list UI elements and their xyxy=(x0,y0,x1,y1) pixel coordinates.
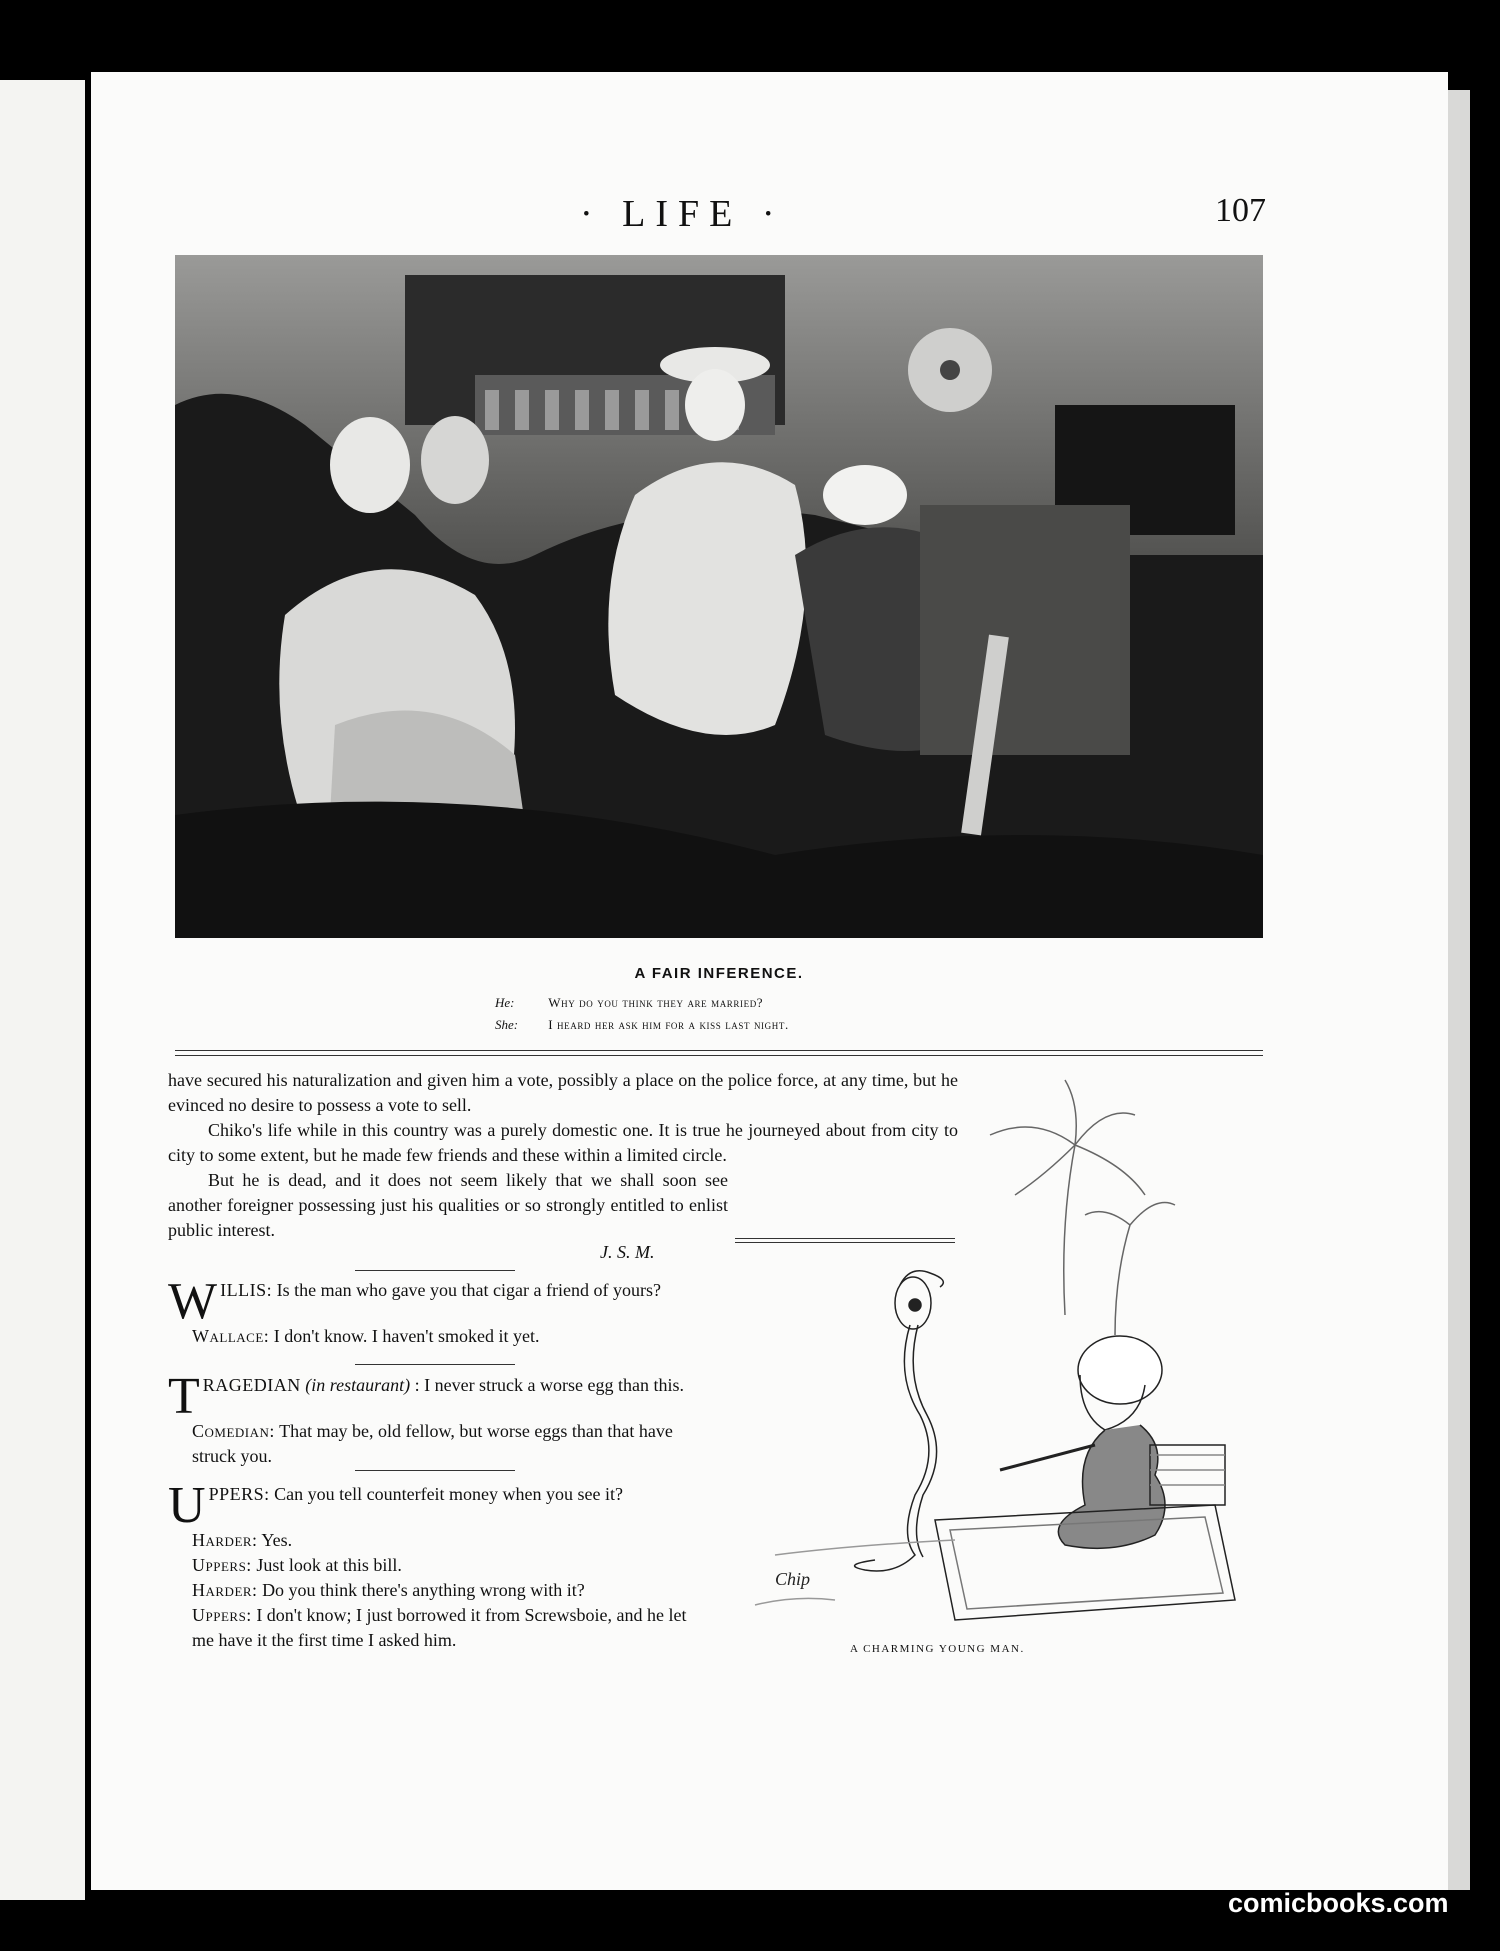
dialogue-text: Why do you think they are married? xyxy=(548,995,764,1010)
joke-speaker: Comedian: xyxy=(192,1421,275,1441)
joke-speaker: Uppers: xyxy=(192,1605,252,1625)
sketch-caption: A CHARMING YOUNG MAN. xyxy=(850,1643,1025,1655)
section-divider xyxy=(175,1055,1263,1056)
joke-line: Do you think there's anything wrong with it? xyxy=(262,1580,585,1600)
joke-speaker: Harder: xyxy=(192,1580,258,1600)
joke-line: Yes. xyxy=(261,1530,293,1550)
joke-divider xyxy=(355,1470,515,1471)
joke-divider xyxy=(355,1270,515,1271)
joke-aside: (in restaurant) xyxy=(305,1375,411,1395)
park-scene-illustration xyxy=(175,255,1263,938)
joke-line: Is the man who gave you that cigar a friend of yours? xyxy=(276,1280,661,1300)
joke-speaker: PPERS: xyxy=(208,1484,270,1504)
sketch-signature: Chip xyxy=(775,1569,811,1589)
dialogue-speaker: She: xyxy=(495,1017,519,1032)
right-page-edge xyxy=(1448,90,1470,1890)
dialogue-line xyxy=(495,1014,789,1036)
masthead: · LIFE · xyxy=(580,193,785,235)
page-number: 107 xyxy=(1215,192,1266,229)
joke-speaker: RAGEDIAN xyxy=(202,1375,301,1395)
joke-speaker: ILLIS: xyxy=(220,1280,273,1300)
joke-divider xyxy=(355,1364,515,1365)
cobra-snake xyxy=(855,1271,944,1571)
cartoon-title: A FAIR INFERENCE. xyxy=(634,965,804,982)
dialogue-text: I heard her ask him for a kiss last night. xyxy=(548,1017,789,1032)
joke-line: I don't know; I just borrowed it from Screwsboie, and he let me have it the first time I asked him. xyxy=(192,1605,687,1650)
dialogue-speaker: He: xyxy=(495,995,515,1010)
joke-speaker: Wallace: xyxy=(192,1326,270,1346)
drop-cap: T xyxy=(168,1368,200,1425)
joke-line: : I never struck a worse egg than this. xyxy=(414,1375,685,1395)
joke-line: Can you tell counterfeit money when you see it? xyxy=(274,1484,624,1504)
watermark: comicbooks.com xyxy=(1228,1888,1449,1918)
article-paragraph: Chiko's life while in this country was a purely domestic one. It is true he journeyed about from city to city to some extent, but he made few friends and these within a limited circle. xyxy=(168,1120,958,1165)
drop-cap: U xyxy=(168,1477,206,1534)
joke-tragedian xyxy=(168,1368,704,1469)
palm-tree xyxy=(990,1080,1175,1335)
joke-uppers xyxy=(168,1477,704,1653)
article-signature: J. S. M. xyxy=(600,1242,655,1262)
article-paragraph: have secured his naturalization and given him a vote, possibly a place on the police force, at any time, but he evinced no desire to possess a vote to sell. xyxy=(168,1070,958,1115)
joke-speaker: Harder: xyxy=(192,1530,258,1550)
joke-line: Just look at this bill. xyxy=(256,1555,402,1575)
joke-line: I don't know. I haven't smoked it yet. xyxy=(273,1326,540,1346)
snake-charmer-figure xyxy=(1000,1336,1165,1548)
joke-speaker: Uppers: xyxy=(192,1555,252,1575)
left-page-edge xyxy=(0,80,85,1900)
joke-line: That may be, old fellow, but worse eggs than that have struck you. xyxy=(192,1421,673,1466)
drop-cap: W xyxy=(168,1273,218,1330)
cartoon-dialogue xyxy=(495,992,789,1036)
joke-willis xyxy=(168,1273,704,1349)
section-divider xyxy=(175,1050,1263,1051)
dialogue-line xyxy=(495,992,789,1014)
snake-charmer-sketch xyxy=(735,1075,1255,1655)
article-paragraph: But he is dead, and it does not seem likely that we shall soon see another foreigner possessing just his qualities or so strongly entitled to enlist public interest. xyxy=(168,1170,728,1240)
